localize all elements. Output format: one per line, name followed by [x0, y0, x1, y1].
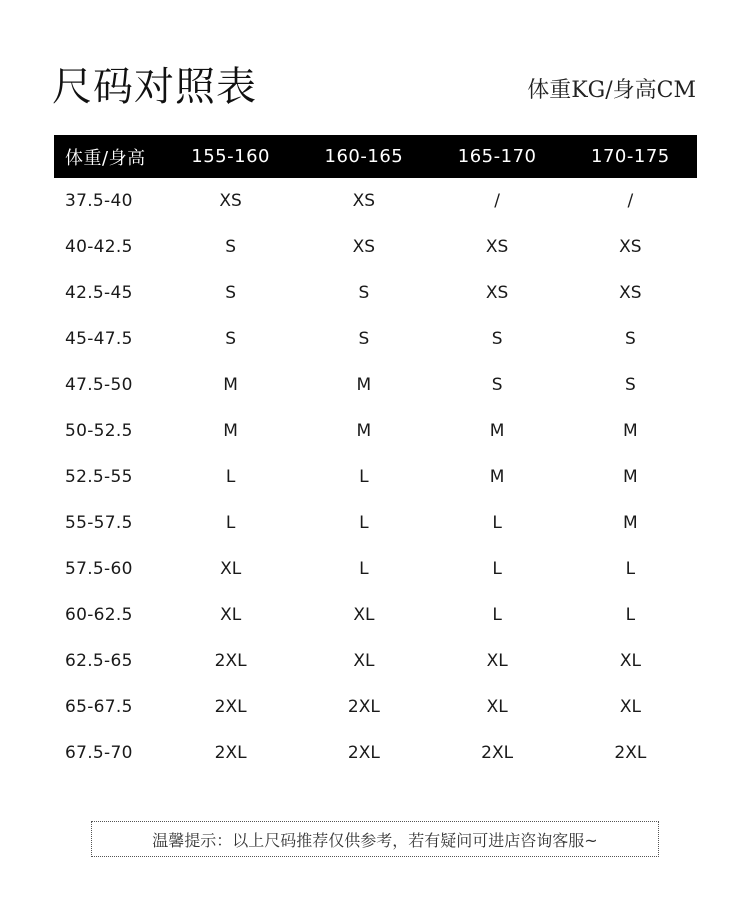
weight-range-cell: 45-47.5 [65, 329, 133, 349]
size-cell: L [625, 605, 636, 625]
size-cell: S [358, 329, 370, 349]
size-cell: L [492, 559, 502, 579]
size-cell: L [625, 559, 636, 579]
size-cell: / [494, 191, 500, 211]
table-body [54, 178, 697, 776]
size-cell: / [627, 191, 634, 211]
header-corner: 体重/身高 [65, 147, 146, 169]
tip-text: 温馨提示：以上尺码推荐仅供参考，若有疑问可进店咨询客服~ [152, 830, 598, 850]
size-cell: L [359, 559, 369, 579]
size-cell: S [624, 375, 636, 395]
size-cell: XS [619, 283, 642, 303]
table-row [54, 730, 697, 776]
weight-range-cell: 55-57.5 [65, 513, 133, 533]
size-cell: M [356, 421, 372, 441]
size-cell: M [489, 467, 505, 487]
size-cell: 2XL [347, 743, 380, 763]
size-cell: M [623, 421, 638, 441]
table-row [54, 638, 697, 684]
size-cell: S [491, 329, 503, 349]
size-cell: XS [219, 191, 242, 211]
weight-range-cell: 62.5-65 [65, 651, 133, 671]
size-cell: XL [486, 697, 508, 717]
size-cell: XS [619, 237, 642, 257]
size-cell: XL [619, 651, 641, 671]
table-row [54, 546, 697, 592]
size-cell: S [225, 329, 237, 349]
table-row [54, 362, 697, 408]
size-cell: XL [220, 605, 242, 625]
weight-range-cell: 42.5-45 [65, 283, 133, 303]
size-cell: L [225, 513, 236, 533]
size-cell: M [623, 513, 638, 533]
size-cell: XS [352, 191, 376, 211]
size-cell: L [492, 605, 502, 625]
size-cell: XS [485, 283, 509, 303]
header-height-col: 170-175 [591, 146, 670, 167]
table-row [54, 454, 697, 500]
size-cell: M [356, 375, 372, 395]
size-cell: S [624, 329, 636, 349]
weight-range-cell: 37.5-40 [65, 191, 133, 211]
size-cell: 2XL [347, 697, 380, 717]
size-cell: S [225, 237, 237, 257]
size-cell: M [489, 421, 505, 441]
size-cell: 2XL [214, 651, 247, 671]
header-height-col: 155-160 [191, 146, 270, 167]
table-header-row [54, 135, 697, 178]
weight-range-cell: 60-62.5 [65, 605, 133, 625]
table-row [54, 684, 697, 730]
size-cell: 2XL [214, 697, 247, 717]
header-height-col: 165-170 [457, 146, 537, 167]
size-cell: 2XL [481, 743, 514, 763]
size-cell: XL [486, 651, 508, 671]
table-row [54, 500, 697, 546]
size-cell: L [359, 513, 369, 533]
table-row [54, 270, 697, 316]
size-cell: L [359, 467, 369, 487]
weight-range-cell: 40-42.5 [65, 237, 133, 257]
size-cell: 2XL [214, 743, 247, 763]
size-cell: L [492, 513, 502, 533]
size-cell: S [491, 375, 503, 395]
header-height-col: 160-165 [324, 146, 404, 167]
page-title: 尺码对照表 [52, 64, 257, 110]
size-cell: M [223, 421, 238, 441]
size-cell: S [225, 283, 237, 303]
unit-label: 体重KG/身高CM [527, 78, 696, 103]
weight-range-cell: 50-52.5 [65, 421, 133, 441]
weight-range-cell: 47.5-50 [65, 375, 133, 395]
weight-range-cell: 65-67.5 [65, 697, 133, 717]
weight-range-cell: 67.5-70 [65, 743, 133, 763]
size-cell: XL [619, 697, 641, 717]
size-cell: M [223, 375, 238, 395]
size-cell: XS [352, 237, 376, 257]
size-chart-table [54, 135, 697, 776]
size-cell: XS [485, 237, 509, 257]
size-cell: M [623, 467, 638, 487]
size-cell: S [358, 283, 370, 303]
size-cell: 2XL [614, 743, 647, 763]
tip-box [91, 821, 659, 857]
size-cell: XL [353, 651, 375, 671]
weight-range-cell: 52.5-55 [65, 467, 133, 487]
table-row [54, 316, 697, 362]
table-row [54, 224, 697, 270]
table-row [54, 408, 697, 454]
size-cell: XL [220, 559, 242, 579]
weight-range-cell: 57.5-60 [65, 559, 133, 579]
table-row [54, 178, 697, 224]
size-cell: L [225, 467, 236, 487]
table-row [54, 592, 697, 638]
size-cell: XL [353, 605, 375, 625]
